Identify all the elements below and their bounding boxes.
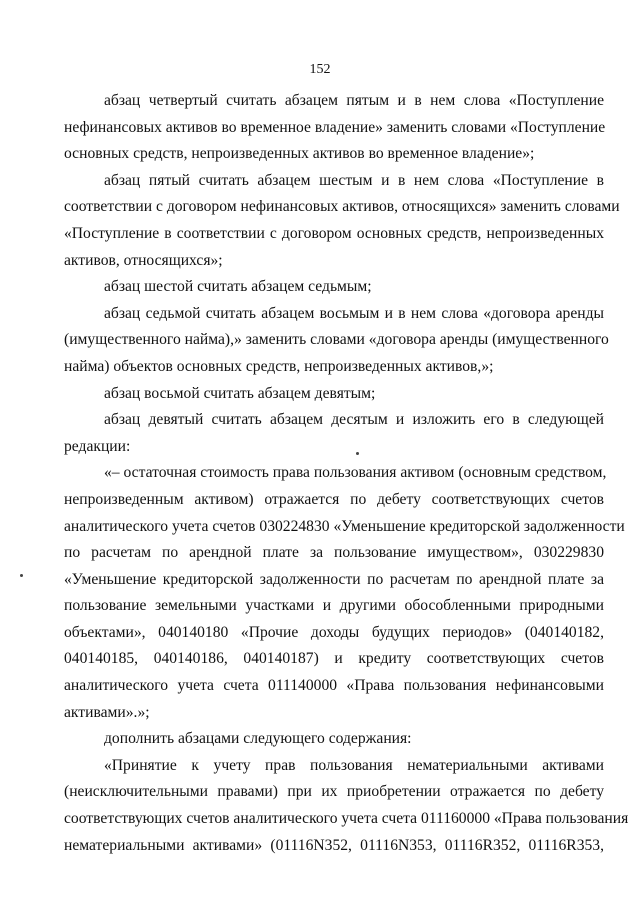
scan-speck: [356, 452, 359, 455]
paragraph: [64, 407, 604, 460]
paragraph: [64, 753, 629, 859]
text-line: аналитического учета счетов 030224830 «Уменьшение кредиторской задолженности: [64, 517, 625, 535]
text-line: абзац четвертый считать абзацем пятым и в нем слова «Поступление: [104, 92, 604, 109]
text-line: «Поступление в соответствии с договором основных средств, непроизведенных: [64, 224, 604, 242]
text-line: (имущественного найма),» заменить словами «договора аренды (имущественного: [64, 331, 609, 349]
text-line: «Принятие к учету прав пользования нематериальными активами: [104, 756, 604, 774]
text-line: (неисключительными правами) при их приобретении отражается по дебету: [64, 783, 604, 801]
text-line: 040140185, 040140186, 040140187) и кредиту соответствующих счетов: [64, 650, 604, 668]
paragraph: [64, 726, 604, 753]
text-line: «Уменьшение кредиторской задолженности по расчетам по арендной плате за: [64, 570, 604, 588]
text-line: редакции:: [64, 437, 131, 455]
paragraph: [64, 274, 604, 301]
paragraph: [64, 460, 625, 726]
text-line: активами».»;: [64, 703, 150, 721]
text-line: соответствии с договором нефинансовых активов, относящихся» заменить словами: [64, 198, 620, 216]
text-line: «– остаточная стоимость права пользования активом (основным средством,: [104, 464, 607, 482]
page-number: 152: [309, 62, 331, 77]
text-line: пользование земельными участками и другими обособленными природными: [64, 597, 604, 615]
text-line: абзац шестой считать абзацем седьмым;: [104, 278, 372, 296]
text-line: абзац девятый считать абзацем десятым и изложить его в следующей: [104, 411, 604, 429]
paragraph: [64, 381, 604, 408]
text-line: нефинансовых активов во временное владение» заменить словами «Поступление: [64, 118, 606, 136]
scan-speck: [20, 574, 23, 577]
text-line: соответствующих счетов аналитического учета счета 011160000 «Права пользования: [64, 810, 629, 828]
text-line: абзац седьмой считать абзацем восьмым и в нем слова «договора аренды: [104, 304, 604, 322]
text-line: аналитического учета счета 011140000 «Права пользования нефинансовыми: [64, 677, 604, 695]
text-line: объектами», 040140180 «Прочие доходы будущих периодов» (040140182,: [64, 623, 604, 641]
text-line: нематериальными активами» (01116N352, 01116N353, 01116R352, 01116R353,: [64, 836, 604, 854]
text-line: активов, относящихся»;: [64, 251, 223, 269]
text-line: дополнить абзацами следующего содержания:: [104, 730, 412, 748]
text-line: абзац восьмой считать абзацем девятым;: [104, 384, 376, 402]
text-line: непроизведенным активом) отражается по дебету соответствующих счетов: [64, 490, 604, 508]
text-line: по расчетам по арендной плате за пользование имуществом», 030229830: [64, 544, 604, 562]
text-line: основных средств, непроизведенных активов во временное владение»;: [64, 145, 535, 163]
paragraph: [64, 168, 620, 274]
text-line: абзац пятый считать абзацем шестым и в нем слова «Поступление в: [104, 171, 604, 189]
paragraph: [64, 88, 604, 168]
paragraph: [64, 301, 609, 381]
document-body: [64, 88, 629, 859]
text-line: найма) объектов основных средств, непроизведенных активов,»;: [64, 357, 494, 375]
